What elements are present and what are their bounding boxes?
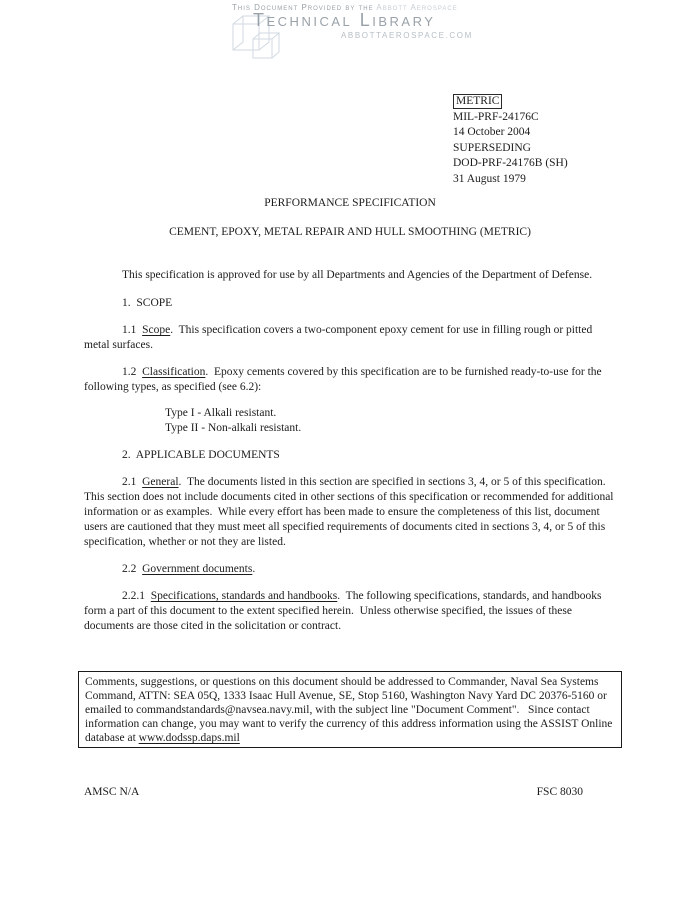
spec-type-title: PERFORMANCE SPECIFICATION [264, 197, 436, 209]
section-1-heading: 1. SCOPE [122, 297, 173, 309]
assist-database-link[interactable]: www.dodssp.daps.mil [138, 732, 240, 744]
document-number: MIL-PRF-24176C [453, 111, 539, 123]
paragraph-number: 2.2.1 [122, 590, 151, 602]
spec-title: CEMENT, EPOXY, METAL REPAIR AND HULL SMOOTHING (METRIC) [169, 226, 531, 238]
paragraph-text: . Epoxy cements covered by this specification are to be furnished ready-to-use for the following types, as specified (see 6.2): [84, 366, 605, 393]
paragraph-text: . The documents listed in this section are specified in sections 3, 4, or 5 of this specification. This section does not include documents cited in other sections of this specification or recommended for additional information or as examples. While every effort has been made to ensure the completeness of this list, document users are cautioned that they must meet all specified requirements of documents cited in sections 3, 4, or 5 of this specification, whether or not they are listed. [84, 476, 617, 548]
type-2-item: Type II - Non-alkali resistant. [165, 422, 302, 434]
comments-address-box [78, 671, 622, 748]
superseded-document-number: DOD-PRF-24176B (SH) [453, 157, 568, 170]
approval-statement: This specification is approved for use by all Departments and Agencies of the Department of Defense. [122, 269, 593, 281]
document-body [84, 196, 616, 634]
website-text: ABBOTTAEROSPACE.COM [341, 31, 473, 40]
technical-library-wordmark: Technical Library [253, 10, 436, 30]
amsc-number: AMSC N/A [84, 786, 140, 798]
paragraph-number: 2.1 [122, 476, 143, 488]
paragraph-1-2-classification [84, 365, 616, 395]
metric-designator: METRIC [453, 94, 502, 109]
comments-text: Comments, suggestions, or questions on this document should be addressed to Commander, Naval Sea Systems Command, ATTN: SEA 05Q, 1333 Isaac Hull Avenue, SE, Stop 5160, Washington Navy Yard DC 20376-5160 or emailed to commandstandards@navsea.navy.mil, with the subject line "Document Comment". Since contact information can change, you may want to verify the currency of this address information using the ASSIST Online database at [85, 676, 616, 744]
paragraph-number: 1.2 [122, 366, 143, 378]
type-1-item: Type I - Alkali resistant. [165, 407, 277, 419]
paragraph-2-1-general [84, 475, 616, 550]
provided-by-suffix: Abbott Aerospace [376, 3, 458, 12]
paragraph-text: . The following specifications, standards, and handbooks form a part of this document to the extent specified herein. Unless otherwise specified, the issues of these documents are those cited in the solicitation or contract. [84, 590, 605, 632]
document-id-block [453, 94, 568, 187]
paragraph-text: . [252, 563, 256, 575]
superseding-label: SUPERSEDING [453, 141, 531, 154]
paragraph-label: Classification [142, 366, 206, 378]
paragraph-label: Government documents [142, 563, 253, 575]
type-list [84, 406, 616, 436]
document-date: 14 October 2004 [453, 126, 531, 139]
paragraph-number: 1.1 [122, 324, 143, 336]
paragraph-2-2-government-documents [84, 562, 616, 577]
abbott-aerospace-branding [0, 0, 700, 70]
paragraph-text: . This specification covers a two-component epoxy cement for use in filling rough or pitted metal surfaces. [84, 324, 596, 351]
fsc-number: FSC 8030 [536, 786, 583, 798]
section-2-heading: 2. APPLICABLE DOCUMENTS [122, 449, 280, 461]
paragraph-1-1-scope [84, 323, 616, 353]
paragraph-label: Specifications, standards and handbooks [150, 590, 338, 602]
paragraph-label: Scope [142, 324, 171, 336]
superseded-document-date: 31 August 1979 [453, 172, 526, 185]
paragraph-number: 2.2 [122, 563, 143, 575]
provided-by-prefix: This Document Provided by the [232, 3, 374, 12]
metric-designator-row [453, 94, 568, 110]
paragraph-2-2-1-specs-standards-handbooks [84, 589, 616, 634]
paragraph-label: General [142, 476, 179, 488]
